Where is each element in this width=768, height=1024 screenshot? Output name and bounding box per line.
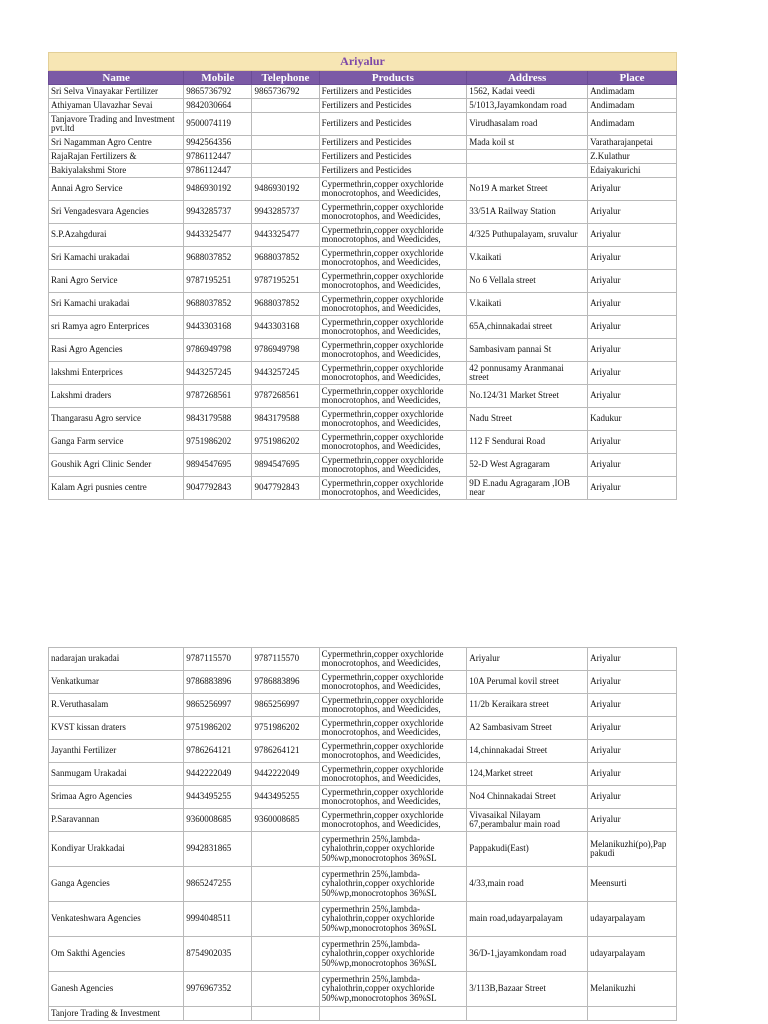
cell-address: main road,udayarpalayam [467,902,588,937]
cell-telephone: 9786883896 [252,671,319,694]
table-1-body [49,85,677,500]
cell-place: Ariyalur [588,316,677,339]
cell-products: Cypermethrin,copper oxychloride monocrotophos, and Weedicides, [319,178,467,201]
cell-mobile: 9942831865 [184,832,252,867]
cell-products: Cypermethrin,copper oxychloride monocrotophos, and Weedicides, [319,786,467,809]
cell-mobile: 9500074119 [184,113,252,136]
cell-telephone: 9486930192 [252,178,319,201]
cell-telephone: 9865736792 [252,85,319,99]
table-row [49,671,677,694]
cell-mobile: 8754902035 [184,937,252,972]
header-telephone: Telephone [252,71,319,85]
cell-address: 42 ponnusamy Aranmanai street [467,362,588,385]
table-row [49,902,677,937]
table-row [49,99,677,113]
cell-name: Rani Agro Service [49,270,184,293]
cell-place: Ariyalur [588,809,677,832]
cell-telephone: 9943285737 [252,201,319,224]
cell-products: Cypermethrin,copper oxychloride monocrotophos, and Weedicides, [319,809,467,832]
cell-products: Fertilizers and Pesticides [319,164,467,178]
cell-place: Ariyalur [588,786,677,809]
cell-place: Andimadam [588,85,677,99]
cell-place: Kadukur [588,408,677,431]
cell-mobile: 9443495255 [184,786,252,809]
cell-address: No19 A market Street [467,178,588,201]
table-row [49,477,677,500]
cell-mobile: 9976967352 [184,972,252,1007]
cell-products: Cypermethrin,copper oxychloride monocrotophos, and Weedicides, [319,270,467,293]
cell-place: Meensurti [588,867,677,902]
cell-mobile: 9786949798 [184,339,252,362]
cell-place: Ariyalur [588,362,677,385]
cell-mobile: 9786112447 [184,150,252,164]
cell-telephone: 9443495255 [252,786,319,809]
cell-place: Ariyalur [588,763,677,786]
cell-products: Fertilizers and Pesticides [319,85,467,99]
cell-place: Melanikuzhi [588,972,677,1007]
cell-place [588,1007,677,1021]
cell-name: R.Veruthasalam [49,694,184,717]
cell-place: Z.Kulathur [588,150,677,164]
cell-address: 1562, Kadai veedi [467,85,588,99]
cell-address: 36/D-1,jayamkondam road [467,937,588,972]
cell-mobile: 9865256997 [184,694,252,717]
cell-products: Fertilizers and Pesticides [319,136,467,150]
cell-place: Edaiyakurichi [588,164,677,178]
cell-mobile: 9751986202 [184,431,252,454]
cell-products: Cypermethrin,copper oxychloride monocrotophos, and Weedicides, [319,339,467,362]
cell-place: Ariyalur [588,247,677,270]
cell-products: cypermethrin 25%,lambda-cyhalothrin,copper oxychloride 50%wp,monocrotophos 36%SL [319,867,467,902]
cell-address: Mada koil st [467,136,588,150]
cell-name: Sanmugam Urakadai [49,763,184,786]
cell-name: sri Ramya agro Enterprices [49,316,184,339]
cell-place: Ariyalur [588,477,677,500]
table-row [49,740,677,763]
cell-products: cypermethrin 25%,lambda-cyhalothrin,copper oxychloride 50%wp,monocrotophos 36%SL [319,972,467,1007]
cell-address: 112 F Sendurai Road [467,431,588,454]
dealer-table-2 [48,647,677,1021]
cell-products: Cypermethrin,copper oxychloride monocrotophos, and Weedicides, [319,431,467,454]
cell-products: Cypermethrin,copper oxychloride monocrotophos, and Weedicides, [319,408,467,431]
table-row [49,694,677,717]
cell-telephone [252,99,319,113]
cell-place: Ariyalur [588,178,677,201]
cell-name: Bakiyalakshmi Store [49,164,184,178]
cell-mobile: 9943285737 [184,201,252,224]
cell-products: Cypermethrin,copper oxychloride monocrotophos, and Weedicides, [319,740,467,763]
cell-place: Andimadam [588,99,677,113]
cell-mobile: 9047792843 [184,477,252,500]
cell-mobile: 9786112447 [184,164,252,178]
cell-place: Ariyalur [588,339,677,362]
cell-name: Venkatkumar [49,671,184,694]
cell-products: Cypermethrin,copper oxychloride monocrotophos, and Weedicides, [319,648,467,671]
cell-name: Sri Kamachi urakadai [49,293,184,316]
cell-products: Cypermethrin,copper oxychloride monocrotophos, and Weedicides, [319,385,467,408]
table-row [49,150,677,164]
cell-address: No 6 Vellala street [467,270,588,293]
table-2-body [49,648,677,1021]
header-place: Place [588,71,677,85]
cell-address: Ariyalur [467,648,588,671]
cell-mobile: 9443303168 [184,316,252,339]
header-mobile: Mobile [184,71,252,85]
table-row [49,1007,677,1021]
cell-telephone: 9442222049 [252,763,319,786]
cell-products: Fertilizers and Pesticides [319,150,467,164]
cell-telephone [252,113,319,136]
cell-name: Goushik Agri Clinic Sender [49,454,184,477]
cell-place: Ariyalur [588,270,677,293]
cell-address: 3/113B,Bazaar Street [467,972,588,1007]
table-row [49,648,677,671]
cell-mobile: 9787268561 [184,385,252,408]
cell-telephone: 9751986202 [252,717,319,740]
cell-place: Ariyalur [588,717,677,740]
cell-telephone [252,867,319,902]
cell-place: Ariyalur [588,224,677,247]
cell-place: Ariyalur [588,201,677,224]
cell-place: Varatharajanpetai [588,136,677,150]
cell-mobile: 9865247255 [184,867,252,902]
cell-place: Ariyalur [588,740,677,763]
cell-telephone: 9843179588 [252,408,319,431]
table-row [49,362,677,385]
cell-telephone: 9443325477 [252,224,319,247]
cell-name: Venkateshwara Agencies [49,902,184,937]
table-row [49,113,677,136]
cell-address: Vivasaikal Nilayam 67,perambalur main road [467,809,588,832]
table-row [49,454,677,477]
cell-telephone [252,902,319,937]
district-title: Ariyalur [49,53,677,71]
cell-products: Cypermethrin,copper oxychloride monocrotophos, and Weedicides, [319,247,467,270]
cell-name: Lakshmi draders [49,385,184,408]
table-row [49,937,677,972]
table-row [49,316,677,339]
cell-name: Sri Nagamman Agro Centre [49,136,184,150]
cell-place: Ariyalur [588,694,677,717]
cell-place: Melanikuzhi(po),Pap pakudi [588,832,677,867]
cell-address: No4 Chinnakadai Street [467,786,588,809]
cell-mobile: 9443325477 [184,224,252,247]
cell-address: 33/51A Railway Station [467,201,588,224]
cell-products: Cypermethrin,copper oxychloride monocrotophos, and Weedicides, [319,201,467,224]
cell-telephone [252,972,319,1007]
cell-telephone: 9787115570 [252,648,319,671]
cell-address: V.kaikati [467,247,588,270]
cell-mobile: 9360008685 [184,809,252,832]
cell-products: cypermethrin 25%,lambda-cyhalothrin,copper oxychloride 50%wp,monocrotophos 36%SL [319,832,467,867]
cell-mobile: 9486930192 [184,178,252,201]
cell-telephone: 9688037852 [252,293,319,316]
table-row [49,717,677,740]
cell-products: Cypermethrin,copper oxychloride monocrotophos, and Weedicides, [319,694,467,717]
cell-address: Nadu Street [467,408,588,431]
cell-products: Cypermethrin,copper oxychloride monocrotophos, and Weedicides, [319,671,467,694]
table-row [49,431,677,454]
cell-telephone: 9786264121 [252,740,319,763]
cell-place: Ariyalur [588,454,677,477]
cell-name: Sri Kamachi urakadai [49,247,184,270]
cell-name: Kalam Agri pusnies centre [49,477,184,500]
cell-products: cypermethrin 25%,lambda-cyhalothrin,copper oxychloride 50%wp,monocrotophos 36%SL [319,902,467,937]
cell-telephone: 9865256997 [252,694,319,717]
cell-name: Ganesh Agencies [49,972,184,1007]
cell-name: Sri Vengadesvara Agencies [49,201,184,224]
cell-address: 4/325 Puthupalayam, sruvalur [467,224,588,247]
cell-name: lakshmi Enterprices [49,362,184,385]
dealer-table-1 [48,52,677,500]
cell-place: Andimadam [588,113,677,136]
cell-address [467,1007,588,1021]
cell-place: Ariyalur [588,385,677,408]
cell-products: Cypermethrin,copper oxychloride monocrotophos, and Weedicides, [319,454,467,477]
cell-name: Ganga Farm service [49,431,184,454]
cell-telephone: 9443257245 [252,362,319,385]
table-row [49,201,677,224]
cell-name: Athiyaman Ulavazhar Sevai [49,99,184,113]
cell-address: Virudhasalam road [467,113,588,136]
cell-name: Tanjore Trading & Investment [49,1007,184,1021]
table-row [49,972,677,1007]
cell-address: 9D E.nadu Agragaram ,IOB near [467,477,588,500]
cell-mobile: 9442222049 [184,763,252,786]
cell-address: Sambasivam pannai St [467,339,588,362]
cell-address: 14,chinnakadai Street [467,740,588,763]
cell-address [467,150,588,164]
cell-name: Kondiyar Urakkadai [49,832,184,867]
cell-name: Jayanthi Fertilizer [49,740,184,763]
table-row [49,832,677,867]
table-row [49,408,677,431]
cell-name: S.P.Azahgdurai [49,224,184,247]
cell-products [319,1007,467,1021]
cell-mobile: 9786264121 [184,740,252,763]
cell-products: Cypermethrin,copper oxychloride monocrotophos, and Weedicides, [319,293,467,316]
cell-mobile: 9751986202 [184,717,252,740]
cell-place: Ariyalur [588,293,677,316]
table-row [49,224,677,247]
cell-place: Ariyalur [588,431,677,454]
cell-telephone [252,164,319,178]
cell-telephone: 9787195251 [252,270,319,293]
cell-telephone: 9688037852 [252,247,319,270]
cell-mobile: 9786883896 [184,671,252,694]
cell-telephone: 9443303168 [252,316,319,339]
cell-name: Rasi Agro Agencies [49,339,184,362]
cell-mobile: 9688037852 [184,293,252,316]
sheet-bottom [48,647,677,1021]
cell-address [467,164,588,178]
cell-mobile: 9994048511 [184,902,252,937]
cell-address: 65A,chinnakadai street [467,316,588,339]
cell-telephone: 9894547695 [252,454,319,477]
cell-address: 52-D West Agragaram [467,454,588,477]
cell-products: Fertilizers and Pesticides [319,113,467,136]
table-row [49,786,677,809]
cell-address: Pappakudi(East) [467,832,588,867]
cell-telephone: 9786949798 [252,339,319,362]
header-products: Products [319,71,467,85]
table-row [49,136,677,150]
cell-place: Ariyalur [588,648,677,671]
cell-mobile: 9842030664 [184,99,252,113]
cell-telephone: 9751986202 [252,431,319,454]
table-row [49,867,677,902]
cell-mobile: 9894547695 [184,454,252,477]
cell-address: V.kaikati [467,293,588,316]
cell-address: 11/2b Keraikara street [467,694,588,717]
cell-address: 10A Perumal kovil street [467,671,588,694]
cell-mobile: 9942564356 [184,136,252,150]
cell-name: Srimaa Agro Agencies [49,786,184,809]
cell-mobile: 9787195251 [184,270,252,293]
cell-telephone [252,136,319,150]
cell-name: Sri Selva Vinayakar Fertilizer [49,85,184,99]
sheet-top [48,52,677,500]
table-row [49,178,677,201]
cell-products: cypermethrin 25%,lambda-cyhalothrin,copper oxychloride 50%wp,monocrotophos 36%SL [319,937,467,972]
cell-products: Fertilizers and Pesticides [319,99,467,113]
cell-address: 5/1013,Jayamkondam road [467,99,588,113]
cell-telephone: 9360008685 [252,809,319,832]
cell-name: P.Saravannan [49,809,184,832]
cell-place: udayarpalayam [588,902,677,937]
cell-products: Cypermethrin,copper oxychloride monocrotophos, and Weedicides, [319,362,467,385]
cell-mobile: 9787115570 [184,648,252,671]
cell-mobile [184,1007,252,1021]
cell-name: nadarajan urakadai [49,648,184,671]
table-row [49,763,677,786]
cell-telephone [252,832,319,867]
cell-place: Ariyalur [588,671,677,694]
cell-place: udayarpalayam [588,937,677,972]
table-row [49,164,677,178]
cell-products: Cypermethrin,copper oxychloride monocrotophos, and Weedicides, [319,763,467,786]
table-row [49,293,677,316]
cell-name: Ganga Agencies [49,867,184,902]
cell-products: Cypermethrin,copper oxychloride monocrotophos, and Weedicides, [319,316,467,339]
header-row [49,71,677,85]
cell-products: Cypermethrin,copper oxychloride monocrotophos, and Weedicides, [319,224,467,247]
header-address: Address [467,71,588,85]
cell-address: A2 Sambasivam Street [467,717,588,740]
cell-mobile: 9865736792 [184,85,252,99]
cell-telephone: 9787268561 [252,385,319,408]
cell-telephone [252,1007,319,1021]
table-row [49,385,677,408]
district-title-row [49,53,677,71]
cell-address: No.124/31 Market Street [467,385,588,408]
cell-name: KVST kissan draters [49,717,184,740]
cell-telephone [252,937,319,972]
cell-address: 124,Market street [467,763,588,786]
cell-mobile: 9843179588 [184,408,252,431]
table-row [49,809,677,832]
header-name: Name [49,71,184,85]
cell-products: Cypermethrin,copper oxychloride monocrotophos, and Weedicides, [319,717,467,740]
cell-name: Tanjavore Trading and Investment pvt.ltd [49,113,184,136]
cell-name: Om Sakthi Agencies [49,937,184,972]
cell-name: Annai Agro Service [49,178,184,201]
table-row [49,270,677,293]
cell-products: Cypermethrin,copper oxychloride monocrotophos, and Weedicides, [319,477,467,500]
table-row [49,339,677,362]
cell-mobile: 9688037852 [184,247,252,270]
cell-name: Thangarasu Agro service [49,408,184,431]
table-row [49,85,677,99]
cell-telephone: 9047792843 [252,477,319,500]
cell-address: 4/33,main road [467,867,588,902]
cell-telephone [252,150,319,164]
table-row [49,247,677,270]
cell-mobile: 9443257245 [184,362,252,385]
cell-name: RajaRajan Fertilizers & [49,150,184,164]
